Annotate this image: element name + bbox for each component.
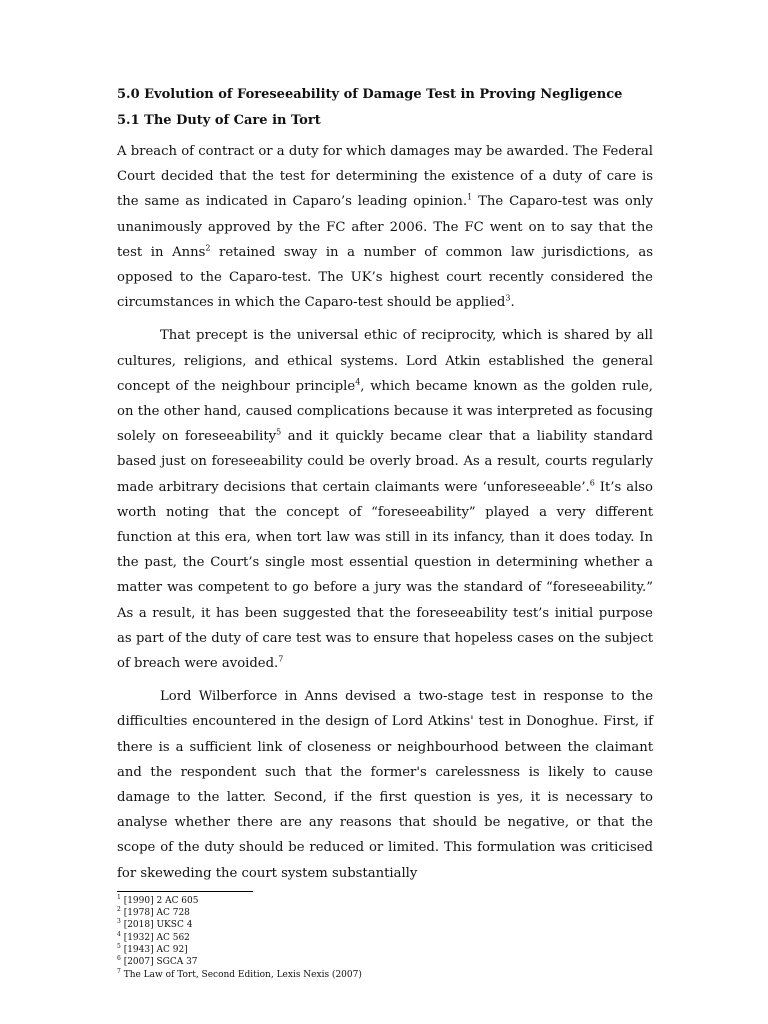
footnote-text: [1932] AC 562 bbox=[120, 932, 190, 943]
paragraph-2-text-c: and it quickly became clear that a liability standard based just on foreseeability could be overly broad. As a result, courts regularly made arbitrary decisions that certain claimants were ‘unforeseeable’. bbox=[117, 429, 653, 495]
footnote-number: 5 bbox=[117, 943, 121, 951]
footnote-4 bbox=[117, 932, 653, 944]
footnote-5 bbox=[117, 944, 653, 956]
footnote-number: 1 bbox=[117, 893, 121, 901]
footnote-ref-2[interactable]: 2 bbox=[205, 243, 211, 253]
footnote-7 bbox=[117, 969, 653, 981]
paragraph-1 bbox=[117, 139, 653, 315]
footnote-ref-7[interactable]: 7 bbox=[278, 654, 284, 664]
footnote-2 bbox=[117, 907, 653, 919]
footnote-ref-4[interactable]: 4 bbox=[355, 377, 361, 387]
footnote-ref-6[interactable]: 6 bbox=[589, 478, 595, 488]
paragraph-1-text-c: retained sway in a number of common law jurisdictions, as opposed to the Caparo-test. The UK’s highest court recently considered the circumstances in which the Caparo-test should be applied bbox=[117, 244, 654, 311]
footnote-text: [1990] 2 AC 605 bbox=[120, 895, 199, 906]
footnote-text: [1978] AC 728 bbox=[120, 908, 190, 919]
footnote-number: 7 bbox=[117, 967, 121, 975]
document-page bbox=[117, 86, 653, 981]
paragraph-1-text-d: . bbox=[510, 295, 515, 311]
footnote-text: The Law of Tort, Second Edition, Lexis Nexis (2007) bbox=[120, 969, 362, 980]
footnote-text: [2018] UKSC 4 bbox=[120, 920, 193, 931]
paragraph-2-text-a: That precept is the universal ethic of reciprocity, which is shared by all cultures, religions, and ethical systems. Lord Atkin established the general concept of the neighbour principle bbox=[117, 328, 653, 394]
footnote-number: 2 bbox=[117, 906, 121, 914]
footnote-ref-1[interactable]: 1 bbox=[467, 193, 473, 203]
footnote-ref-5[interactable]: 5 bbox=[276, 427, 282, 437]
paragraph-3: Lord Wilberforce in Anns devised a two-stage test in response to the difficulties encountered in the design of Lord Atkins' test in Donoghue. First, if there is a sufficient link of closeness or neighbourhood between the claimant and the respondent such that the former's carelessness is likely to cause damage to the latter. Second, if the first question is yes, it is necessary to analyse whether there are any reasons that should be negative, or that the scope of the duty should be reduced or limited. This formulation was criticised for skeweding the court system substantially bbox=[117, 689, 653, 881]
footnote-1 bbox=[117, 895, 653, 907]
footnote-number: 3 bbox=[117, 918, 121, 926]
paragraph-2-text-b: , which became known as the golden rule, on the other hand, caused complications because it was interpreted as focusing solely on foreseeability bbox=[117, 378, 653, 445]
footnote-number: 6 bbox=[117, 955, 121, 963]
footnote-number: 4 bbox=[117, 930, 121, 938]
subsection-heading: 5.1 The Duty of Care in Tort bbox=[117, 113, 321, 128]
footnotes bbox=[117, 895, 653, 981]
footnote-6 bbox=[117, 956, 653, 968]
footnote-text: [1943] AC 92] bbox=[120, 945, 188, 956]
paragraph-1-text-b: The Caparo-test was only unanimously approved by the FC after 2006. The FC went on to say that the test in Anns bbox=[117, 194, 653, 260]
footnote-ref-3[interactable]: 3 bbox=[505, 293, 511, 303]
section-heading: 5.0 Evolution of Foreseeability of Damage Test in Proving Negligence bbox=[117, 87, 623, 102]
footnote-separator bbox=[117, 891, 253, 892]
paragraph-2 bbox=[117, 323, 653, 676]
paragraph-2-text-d: It’s also worth noting that the concept of “foreseeability” played a very different function at this era, when tort law was still in its infancy, than it does today. In the past, the Court’s single most essential question in determining whether a matter was competent to go before a jury was the standard of “foreseeability.” As a result, it has been suggested that the foreseeability test’s initial purpose as part of the duty of care test was to ensure that hopeless cases on the subject of breach were avoided. bbox=[117, 479, 653, 672]
paragraph-1-text-a: A breach of contract or a duty for which damages may be awarded. The Federal Court decided that the test for determining the existence of a duty of care is the same as indicated in Caparo’s leading opinion. bbox=[117, 144, 653, 210]
footnote-text: [2007] SGCA 37 bbox=[120, 957, 198, 968]
footnote-3 bbox=[117, 919, 653, 931]
